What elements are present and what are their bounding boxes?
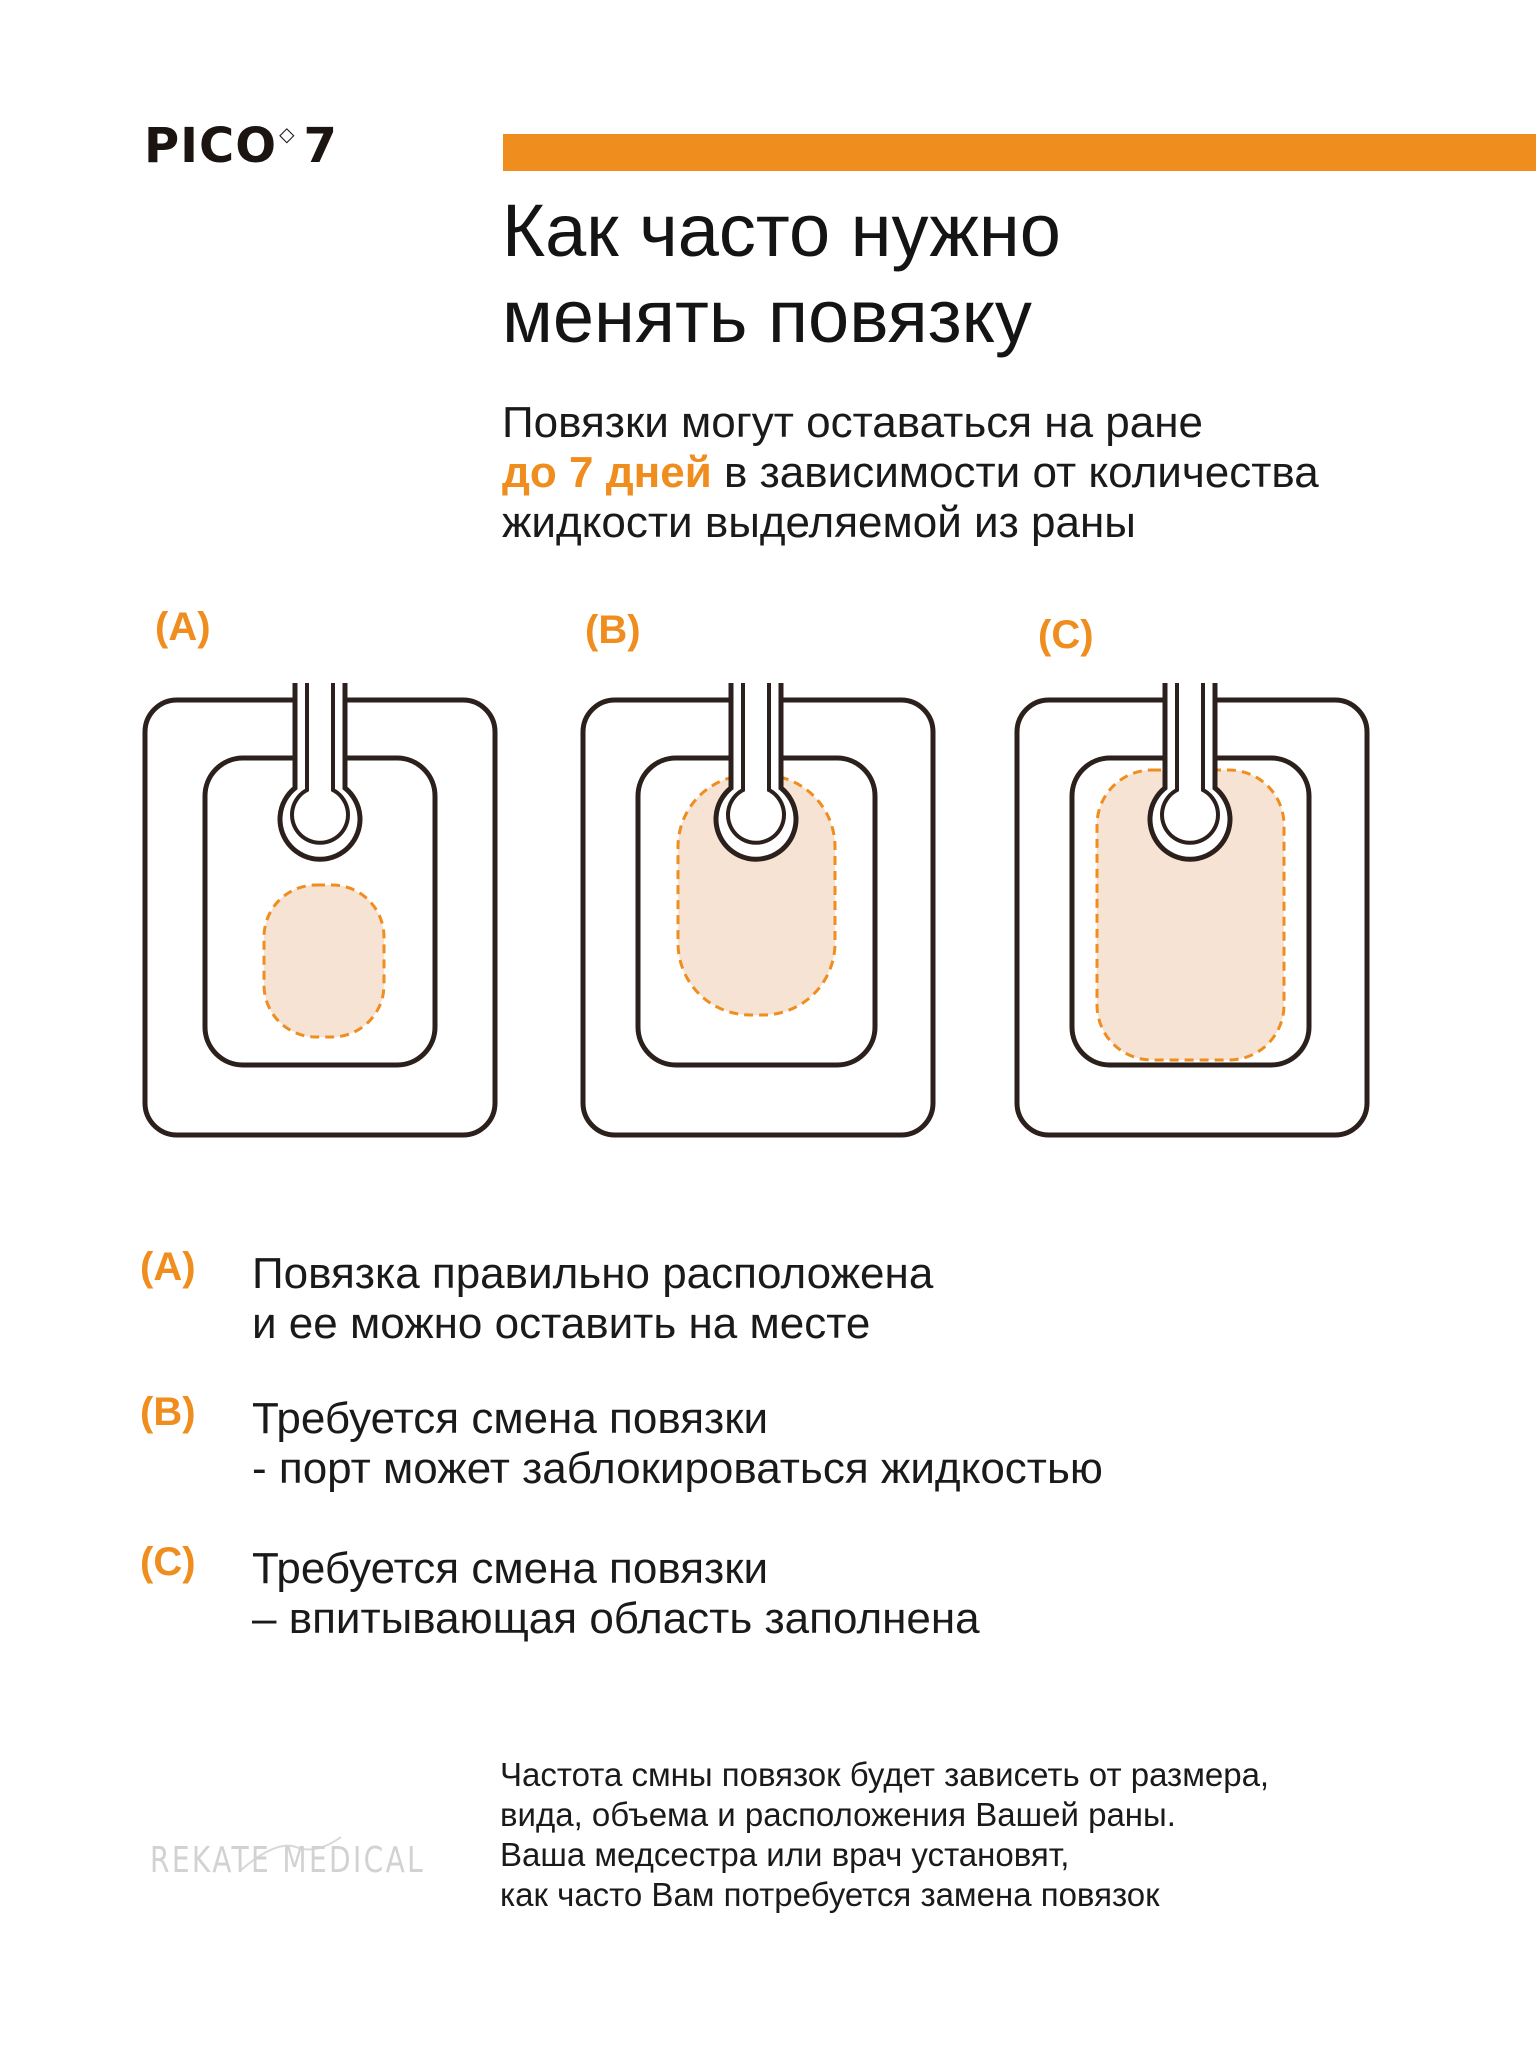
diamond-icon: ◇ <box>279 122 296 146</box>
footnote-line-1: Частота смны повязок будет зависеть от размера, <box>500 1756 1270 1793</box>
pico-logo <box>144 118 338 174</box>
intro-line-3: жидкости выделяемой из раны <box>502 498 1136 547</box>
logo-text-left: PICO <box>144 118 278 174</box>
dressing-diagram-c <box>1012 680 1377 1140</box>
logo-text-right: 7 <box>303 118 338 174</box>
legend-b-line-1: Требуется смена повязки <box>252 1394 769 1443</box>
diagram-label-a: (A) <box>155 605 211 649</box>
footnote-line-2: вида, объема и расположения Вашей раны. <box>500 1796 1176 1833</box>
dressing-diagram-a <box>140 680 505 1140</box>
legend-text-c <box>252 1544 1352 1644</box>
legend-letter-a: (A) <box>140 1245 196 1289</box>
intro-text <box>502 398 1522 548</box>
fluid-area <box>264 885 384 1037</box>
legend-text-a <box>252 1249 1352 1349</box>
header-accent-bar <box>503 134 1536 171</box>
legend-text-b <box>252 1394 1352 1494</box>
legend-a-line-1: Повязка правильно расположена <box>252 1249 934 1298</box>
legend-b-line-2: - порт может заблокироваться жидкостью <box>252 1444 1103 1493</box>
title-line-2: менять повязку <box>502 275 1032 358</box>
diagram-label-b: (B) <box>585 608 641 652</box>
legend-c-line-1: Требуется смена повязки <box>252 1544 769 1593</box>
legend-letter-b: (B) <box>140 1390 196 1434</box>
intro-line-2: в зависимости от количества <box>711 448 1319 497</box>
diagram-label-c: (C) <box>1038 613 1094 657</box>
dressing-diagram-b <box>578 680 943 1140</box>
watermark: REKATE MEDICAL <box>150 1840 426 1881</box>
footnote-text <box>500 1755 1500 1915</box>
legend-c-line-2: – впитывающая область заполнена <box>252 1594 980 1643</box>
footnote-line-3: Ваша медсестра или врач установят, <box>500 1836 1070 1873</box>
footnote-line-4: как часто Вам потребуется замена повязок <box>500 1876 1160 1913</box>
intro-highlight: до 7 дней <box>502 448 712 497</box>
title-line-1: Как часто нужно <box>502 189 1061 272</box>
legend-letter-c: (C) <box>140 1540 196 1584</box>
intro-line-1: Повязки могут оставаться на ране <box>502 398 1203 447</box>
legend-a-line-2: и ее можно оставить на месте <box>252 1299 871 1348</box>
page-title <box>502 188 1502 360</box>
